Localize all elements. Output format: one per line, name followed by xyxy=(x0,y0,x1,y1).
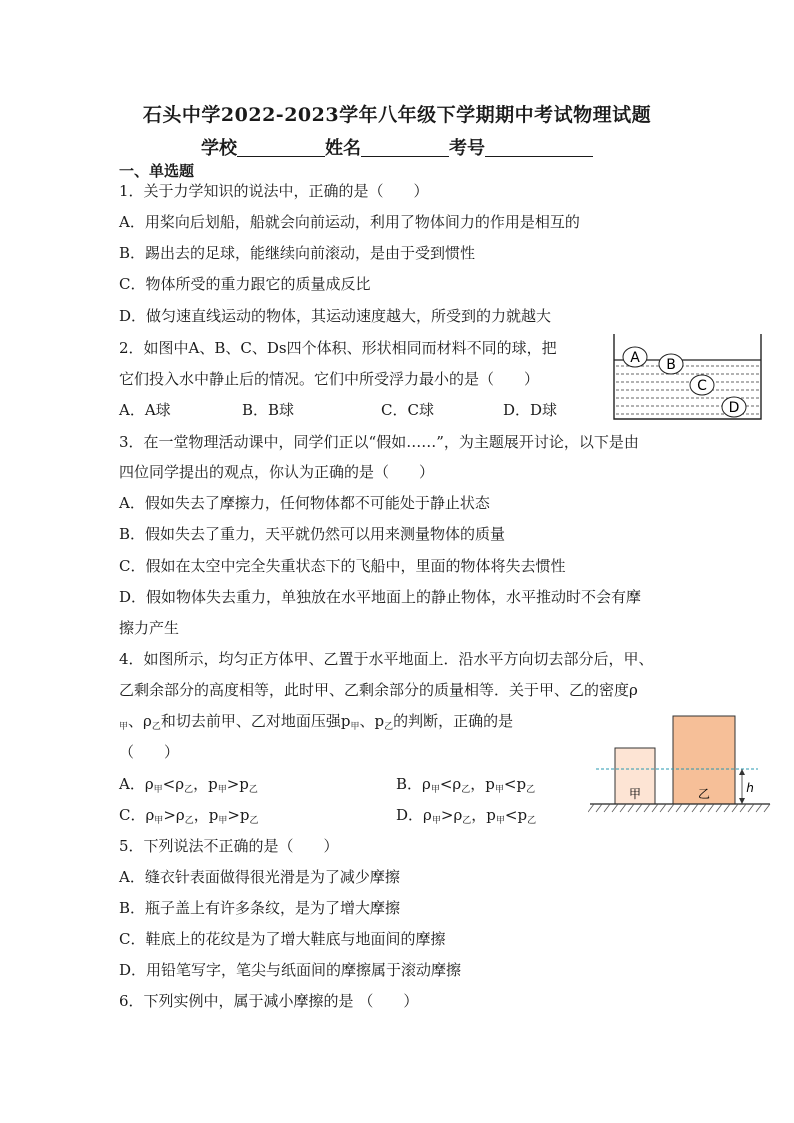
cube-yi xyxy=(673,716,735,804)
ball-b-label: B xyxy=(666,357,676,373)
q4-stem-line3: $_甲$、$\rho_乙$和切去前甲、乙对地面压强$p_甲$、$p_乙$的判断，正确的是 xyxy=(119,712,514,732)
q1-option-c: C．物体所受的重力跟它的质量成反比 xyxy=(119,275,371,293)
exam-title: 石头中学2022-2023学年八年级下学期期中考试物理试题 xyxy=(142,104,652,126)
q2-option-b: B．B球 xyxy=(242,401,295,419)
q2-stem-line2: 它们投入水中静止后的情况。它们中所受浮力最小的是（ ） xyxy=(119,370,540,388)
ball-b xyxy=(659,354,683,374)
q5-option-d: D．用铅笔写字，笔尖与纸面间的摩擦属于滚动摩擦 xyxy=(119,961,462,979)
q3-option-d-line1: D．假如物体失去重力，单独放在水平地面上的静止物体，水平推动时不会有摩 xyxy=(119,588,642,606)
cube-jia xyxy=(615,748,655,804)
q4-option-a: A．$\rho_甲<\rho_乙$，$p_甲>p_乙$ xyxy=(119,775,258,795)
cube-jia-label: 甲 xyxy=(628,787,642,801)
ball-d-label: D xyxy=(728,400,740,416)
q5-option-c: C．鞋底上的花纹是为了增大鞋底与地面间的摩擦 xyxy=(119,930,446,948)
q1-option-b: B．踢出去的足球，能继续向前滚动，是由于受到惯性 xyxy=(119,244,476,262)
q4-option-c: C．$\rho_甲>\rho_乙$，$p_甲>p_乙$ xyxy=(119,806,259,826)
height-label: h xyxy=(746,781,754,795)
name-blank[interactable] xyxy=(361,138,449,157)
ball-d xyxy=(722,397,746,417)
cube-yi-label: 乙 xyxy=(697,787,711,801)
student-info-line xyxy=(0,134,794,160)
school-blank[interactable] xyxy=(237,138,325,157)
q1-stem: 1．关于力学知识的说法中，正确的是（ ） xyxy=(119,182,429,200)
name-label: 姓名 xyxy=(325,138,361,159)
q4-figure-cubes xyxy=(588,712,772,816)
q5-option-b: B．瓶子盖上有许多条纹，是为了增大摩擦 xyxy=(119,899,401,917)
section-title: 一、单选题 xyxy=(119,162,195,180)
q2-figure-balls-in-water xyxy=(610,330,765,422)
q1-option-d: D．做匀速直线运动的物体，其运动速度越大，所受到的力就越大 xyxy=(119,307,552,325)
q4-stem-line2: 乙剩余部分的高度相等，此时甲、乙剩余部分的质量相等．关于甲、乙的密度ρ xyxy=(119,681,638,699)
q2-option-c: C．C球 xyxy=(381,401,434,419)
q3-stem-line1: 3．在一堂物理活动课中，同学们正以“假如……”，为主题展开讨论，以下是由 xyxy=(119,433,639,451)
q2-option-a: A．A球 xyxy=(119,401,171,419)
q2-option-d: D．D球 xyxy=(503,401,558,419)
q3-option-b: B．假如失去了重力，天平就仍然可以用来测量物体的质量 xyxy=(119,525,506,543)
q3-option-d-line2: 擦力产生 xyxy=(119,619,180,637)
school-label: 学校 xyxy=(201,138,237,159)
q2-stem-line1: 2．如图中A、B、C、Ds四个体积、形状相同而材料不同的球，把 xyxy=(119,339,557,357)
q3-stem-line2: 四位同学提出的观点，你认为正确的是（ ） xyxy=(119,463,435,481)
height-marker xyxy=(739,769,754,804)
q4-stem-line1: 4．如图所示，均匀正方体甲、乙置于水平地面上．沿水平方向切去部分后，甲、 xyxy=(119,650,654,668)
q3-option-c: C．假如在太空中完全失重状态下的飞船中，里面的物体将失去惯性 xyxy=(119,557,566,575)
ball-a-label: A xyxy=(630,350,640,366)
ball-c xyxy=(690,375,714,395)
exam-no-label: 考号 xyxy=(449,138,485,159)
q6-stem: 6．下列实例中，属于减小摩擦的是 （ ） xyxy=(119,992,419,1010)
q4-option-b: B．$\rho_甲<\rho_乙$，$p_甲<p_乙$ xyxy=(396,775,536,795)
q5-option-a: A．缝衣针表面做得很光滑是为了减少摩擦 xyxy=(119,868,400,886)
ball-a xyxy=(623,347,647,367)
q5-stem: 5．下列说法不正确的是（ ） xyxy=(119,837,339,855)
q4-option-d: D．$\rho_甲>\rho_乙$，$p_甲<p_乙$ xyxy=(396,806,537,826)
q1-option-a: A．用桨向后划船，船就会向前运动，利用了物体间力的作用是相互的 xyxy=(119,213,580,231)
exam-no-blank[interactable] xyxy=(485,138,593,157)
ball-c-label: C xyxy=(697,378,707,394)
ground-hatching xyxy=(588,804,770,812)
q3-option-a: A．假如失去了摩擦力，任何物体都不可能处于静止状态 xyxy=(119,494,490,512)
q4-stem-line4: （ ） xyxy=(119,743,180,761)
